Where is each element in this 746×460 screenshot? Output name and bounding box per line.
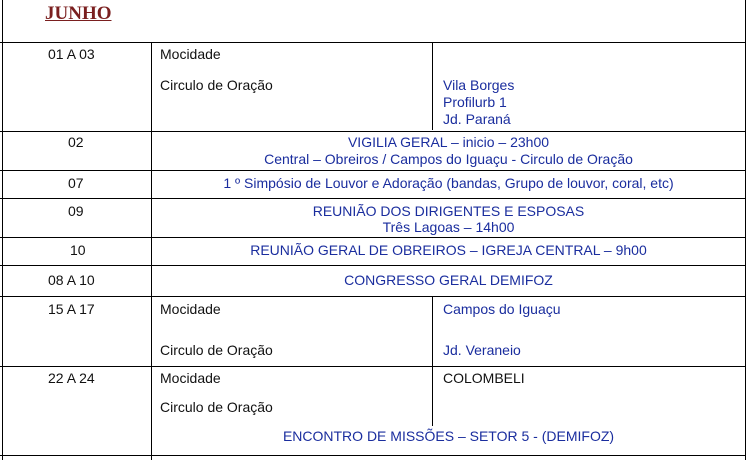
table-border-left (2, 0, 3, 460)
location-item: Profilurb 1 (443, 94, 507, 110)
table-border-top (0, 42, 746, 43)
date-cell: 15 A 17 (48, 301, 95, 317)
date-cell: 01 A 03 (48, 46, 95, 62)
date-cell: 22 A 24 (48, 370, 95, 386)
row-divider (0, 265, 746, 266)
event-description: 1 º Simpósio de Louvor e Adoração (bandas, Grupo de louvor, coral, etc) (223, 175, 674, 191)
location-list (443, 77, 514, 128)
event-label: Mocidade (160, 301, 221, 317)
column-divider-location-r8 (432, 367, 433, 426)
row-divider (0, 198, 746, 199)
row-divider (0, 296, 746, 297)
location-item: Campos do Iguaçu (443, 301, 561, 317)
row-divider (0, 131, 746, 132)
month-title: JUNHO (45, 3, 112, 24)
event-label: Mocidade (160, 46, 221, 62)
row-divider (0, 170, 746, 171)
date-cell: 08 A 10 (48, 272, 95, 288)
location-item: Jd. Veraneio (443, 342, 521, 358)
location-item: COLOMBELI (443, 370, 525, 386)
event-description: Três Lagoas – 14h00 (382, 219, 515, 235)
location-item: Vila Borges (443, 77, 515, 93)
column-divider-location-r7 (432, 297, 433, 366)
date-cell: 07 (68, 175, 84, 191)
event-label: Circulo de Oração (160, 399, 273, 415)
event-description: Central – Obreiros / Campos do Iguaçu - Circulo de Oração (264, 151, 633, 167)
date-cell: 02 (68, 134, 84, 150)
event-description: ENCONTRO DE MISSÕES – SETOR 5 - (DEMIFOZ) (282, 428, 615, 444)
event-label: Mocidade (160, 370, 221, 386)
row-divider (0, 455, 746, 456)
date-cell: 09 (68, 203, 84, 219)
column-divider-location-r1 (432, 42, 433, 130)
location-item: Jd. Paraná (443, 111, 511, 127)
event-description: VIGILIA GERAL – inicio – 23h00 (347, 134, 550, 150)
event-description: REUNIÃO DOS DIRIGENTES E ESPOSAS (312, 203, 585, 219)
event-description: CONGRESSO GERAL DEMIFOZ (344, 272, 553, 288)
event-label: Circulo de Oração (160, 77, 273, 93)
event-label: Circulo de Oração (160, 342, 273, 358)
row-divider (0, 237, 746, 238)
row-divider (0, 366, 746, 367)
date-cell: 10 (70, 242, 86, 258)
event-description: REUNIÃO GERAL DE OBREIROS – IGREJA CENTRAL – 9h00 (250, 242, 647, 258)
